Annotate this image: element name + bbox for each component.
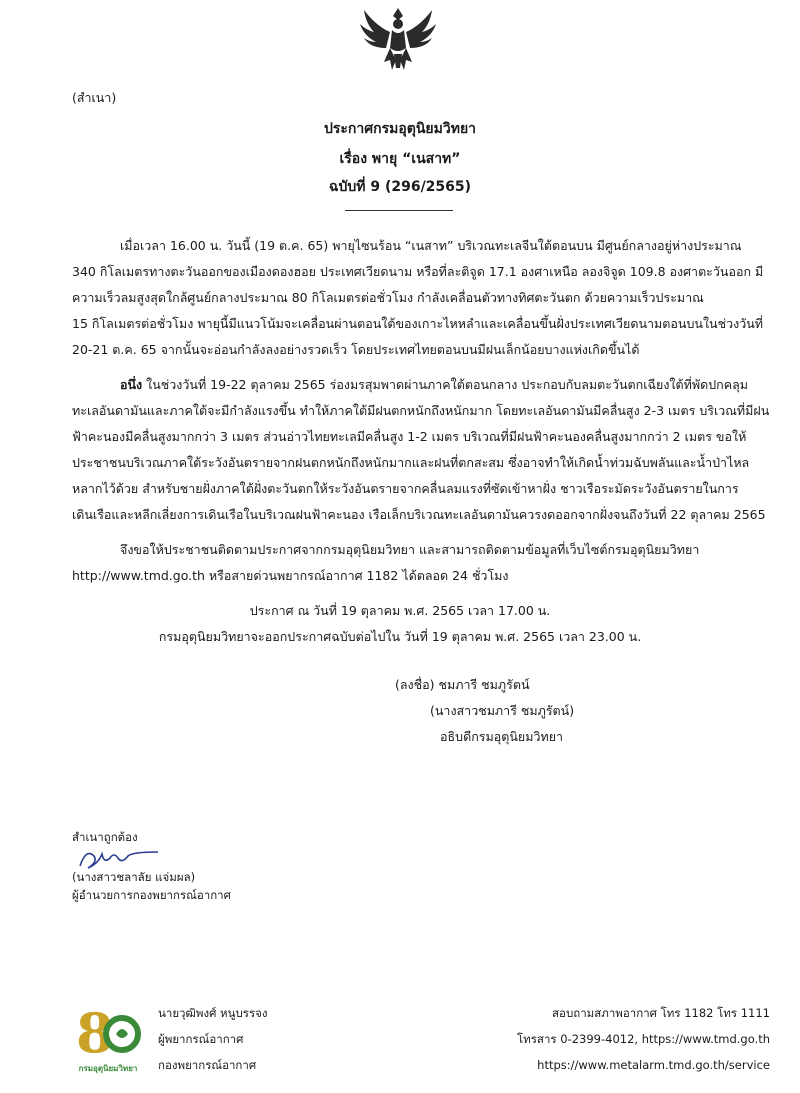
garuda-emblem-icon xyxy=(356,2,440,80)
footer-forecaster-name: นายวุฒิพงศ์ หนูบรรจง xyxy=(158,1006,268,1020)
p1-line-1: เมื่อเวลา 16.00 น. วันนี้ (19 ต.ค. 65) พายุไซนร้อน “เนสาท” บริเวณทะเลจีนใต้ตอนบน มีศูนย์กลางอยู่ห่างประมาณ xyxy=(120,238,742,253)
footer-hotline: สอบถามสภาพอากาศ โทร 1182 โทร 1111 xyxy=(552,1006,770,1020)
p1-line-3: ความเร็วลมสูงสุดใกล้ศูนย์กลางประมาณ 80 กิโลเมตรต่อชั่วโมง กำลังเคลื่อนตัวทางทิศตะวันตก ด้วยความเร็วประมาณ xyxy=(72,290,704,305)
tmd-80-anniversary-logo-icon xyxy=(72,998,144,1080)
certify-name: (นางสาวชลาลัย แจ่มผล) xyxy=(72,870,196,884)
p2-line-3: ฟ้าคะนองมีคลื่นสูงมากกว่า 3 เมตร ส่วนอ่าวไทยทะเลมีคลื่นสูง 1-2 เมตร บริเวณที่มีฝนฟ้าคะนองคลื่นสูงมากกว่า 2 เมตร ขอให้ xyxy=(72,429,747,444)
footer-forecaster-title: ผู้พยากรณ์อากาศ xyxy=(158,1032,244,1046)
p2-lead: อนึ่ง xyxy=(120,377,143,392)
next-issue-note: กรมอุตุนิยมวิทยาจะออกประกาศฉบับต่อไปใน วันที่ 19 ตุลาคม พ.ศ. 2565 เวลา 23.00 น. xyxy=(158,629,642,644)
document-title: ประกาศกรมอุตุนิยมวิทยา xyxy=(323,121,477,137)
certify-position: ผู้อำนวยการกองพยากรณ์อากาศ xyxy=(72,888,231,902)
copy-label: (สำเนา) xyxy=(72,90,117,105)
footer-division: กองพยากรณ์อากาศ xyxy=(158,1058,257,1072)
signed-by: (ลงชื่อ) ชมภารี ชมภูรัตน์ xyxy=(395,677,530,692)
title-divider xyxy=(345,210,453,211)
p2-line-1-text: ในช่วงวันที่ 19-22 ตุลาคม 2565 ร่องมรสุมพาดผ่านภาคใต้ตอนกลาง ประกอบกับลมตะวันตกเฉียงใต้ที่พัดปกคลุม xyxy=(142,377,749,392)
logo-caption: กรมอุตุนิยมวิทยา xyxy=(78,1064,138,1073)
p1-line-5: 20-21 ต.ค. 65 จากนั้นจะอ่อนกำลังลงอย่างรวดเร็ว โดยประเทศไทยตอนบนมีฝนเล็กน้อยบางแห่งเกิดขึ้นได้ xyxy=(72,342,640,357)
signer-name: (นางสาวชมภารี ชมภูรัตน์) xyxy=(430,703,575,718)
announced-date: ประกาศ ณ วันที่ 19 ตุลาคม พ.ศ. 2565 เวลา 17.00 น. xyxy=(249,603,551,618)
p3-line-2: http://www.tmd.go.th หรือสายด่วนพยากรณ์อากาศ 1182 ได้ตลอด 24 ชั่วโมง xyxy=(72,568,509,583)
footer-fax-website: โทรสาร 0-2399-4012, https://www.tmd.go.th xyxy=(517,1032,770,1046)
p1-line-2: 340 กิโลเมตรทางตะวันออกของเมืองดองฮอย ประเทศเวียดนาม หรือที่ละติจูด 17.1 องศาเหนือ ลองจิจูด 109.8 องศาตะวันออก มี xyxy=(72,264,764,279)
p2-line-4: ประชาชนบริเวณภาคใต้ระวังอันตรายจากฝนตกหนักถึงหนักมากและฝนที่ตกสะสม ซึ่งอาจทำให้เกิดน้ำท่วมฉับพลันและน้ำป่าไหล xyxy=(72,455,750,470)
document-issue: ฉบับที่ 9 (296/2565) xyxy=(328,179,472,195)
p2-line-5: หลากไว้ด้วย สำหรับชายฝั่งภาคใต้ฝั่งตะวันตกให้ระวังอันตรายจากคลื่นลมแรงที่ซัดเข้าหาฝั่ง ชาวเรือระมัดระวังอันตรายในการ xyxy=(72,481,739,496)
svg-text:8: 8 xyxy=(76,1001,114,1065)
signer-position: อธิบดีกรมอุตุนิยมวิทยา xyxy=(440,729,564,744)
p1-line-4: 15 กิโลเมตรต่อชั่วโมง พายุนี้มีแนวโน้มจะเคลื่อนผ่านตอนใต้ของเกาะไหหลำและเคลื่อนขึ้นฝั่งประเทศเวียดนามตอนบนในช่วงวันที่ xyxy=(72,316,763,331)
p2-line-6: เดินเรือและหลีกเลี่ยงการเดินเรือในบริเวณฝนฟ้าคะนอง เรือเล็กบริเวณทะเลอันดามันควรงดออกจากฝั่งจนถึงวันที่ 22 ตุลาคม 2565 xyxy=(72,507,766,522)
p2-line-2: ทะเลอันดามันและภาคใต้จะมีกำลังแรงขึ้น ทำให้ภาคใต้มีฝนตกหนักถึงหนักมาก โดยทะเลอันดามันมีคลื่นสูง 2-3 เมตร บริเวณที่มีฝน xyxy=(72,403,770,418)
p3-line-1: จึงขอให้ประชาชนติดตามประกาศจากกรมอุตุนิยมวิทยา และสามารถติดตามข้อมูลที่เว็บไซต์กรมอุตุนิยมวิทยา xyxy=(120,542,700,557)
footer-service-url: https://www.metalarm.tmd.go.th/service xyxy=(537,1058,770,1072)
document-subject: เรื่อง พายุ “เนสาท” xyxy=(339,151,461,167)
certify-label: สำเนาถูกต้อง xyxy=(72,830,138,844)
p2-line-1 xyxy=(120,372,748,398)
